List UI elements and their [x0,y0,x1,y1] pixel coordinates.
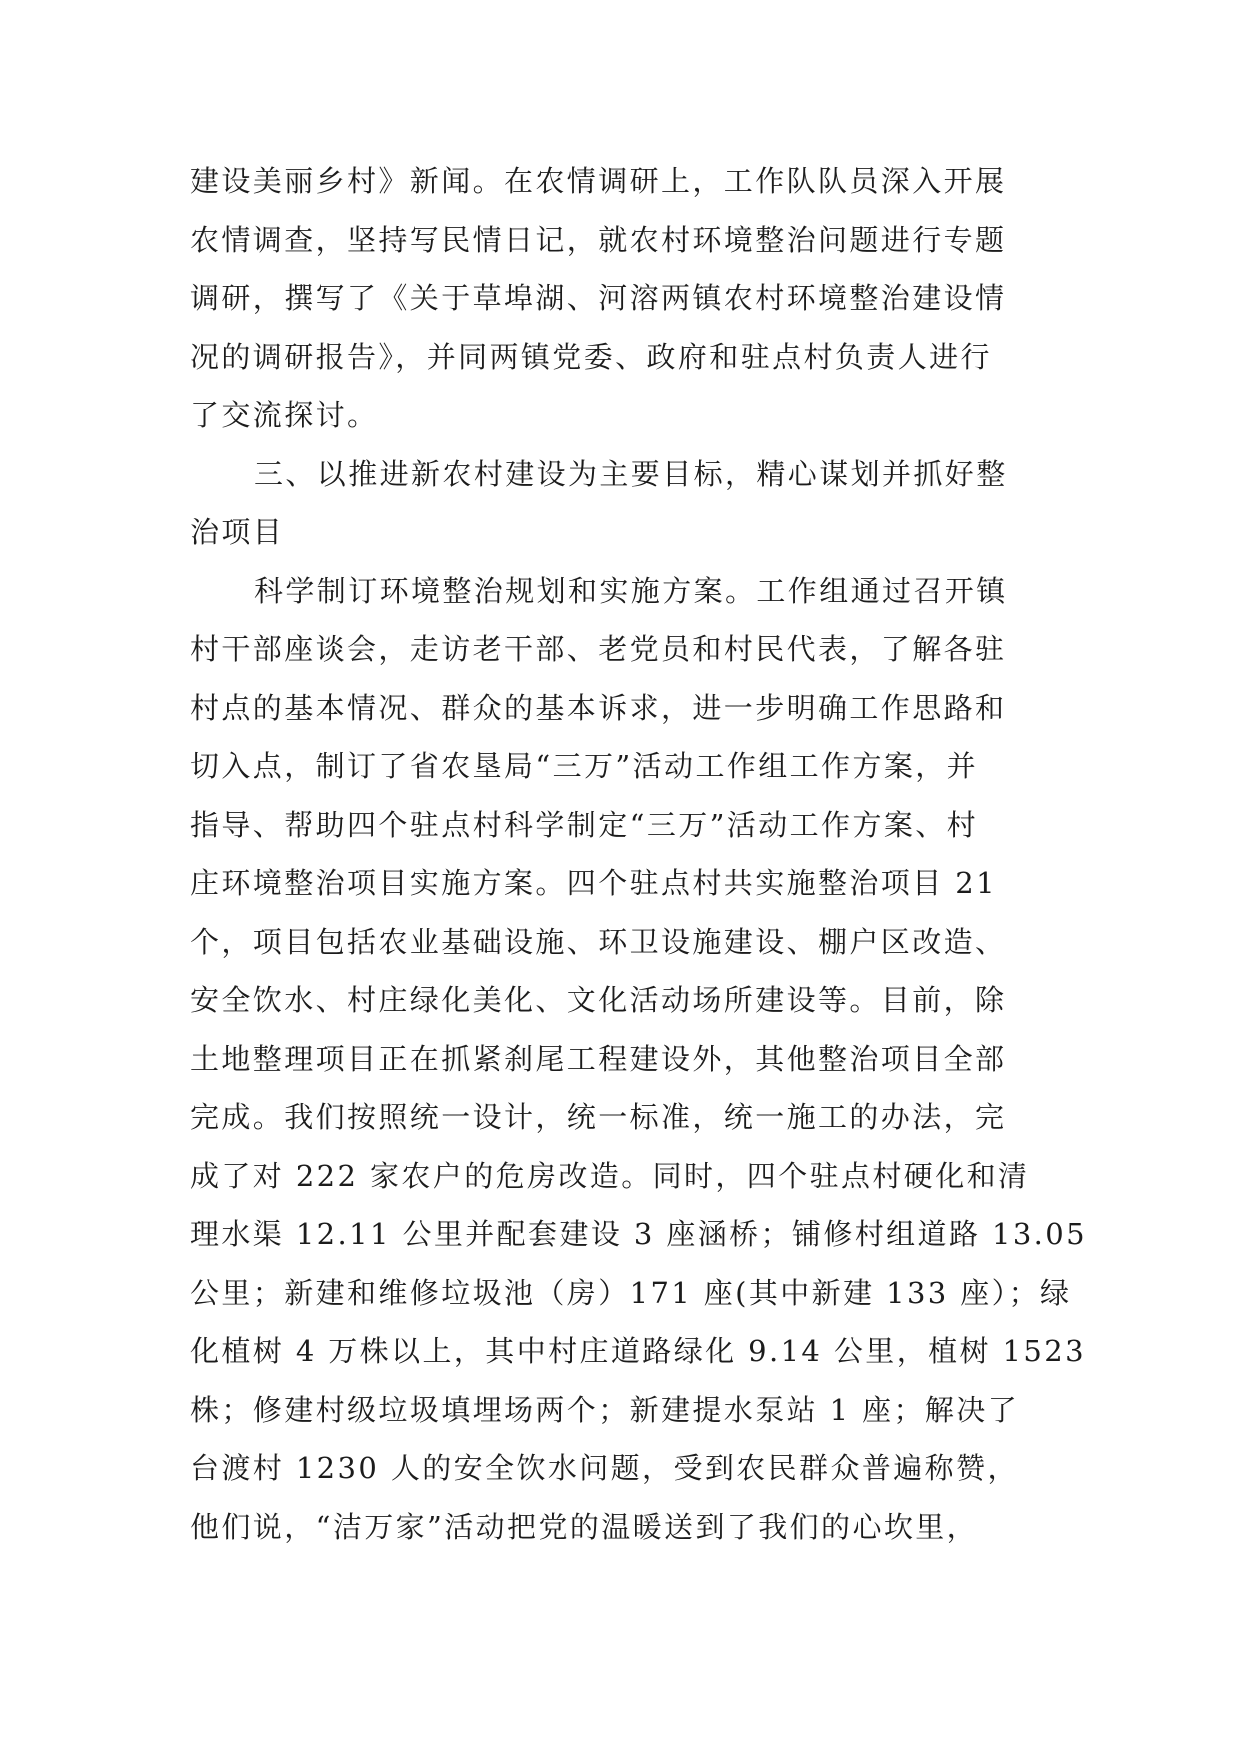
text-line: 台渡村 1230 人的安全饮水问题，受到农民群众普遍称赞， [190,1451,1019,1485]
text-line: 农情调查，坚持写民情日记，就农村环境整治问题进行专题 [190,222,1007,257]
section-heading-line: 治项目 [190,515,285,549]
text-line: 建设美丽乡村》新闻。在农情调研上，工作队队员深入开展 [190,164,1007,198]
text-line: 公里；新建和维修垃圾池（房）171 座(其中新建 133 座）；绿 [190,1275,1072,1310]
text-line: 化植树 4 万株以上，其中村庄道路绿化 9.14 公里，植树 1523 [190,1334,1086,1368]
text-line: 调研，撰写了《关于草埠湖、河溶两镇农村环境整治建设情 [190,281,1007,315]
text-line: 指导、帮助四个驻点村科学制定“三万”活动工作方案、村 [190,807,979,842]
text-line: 成了对 222 家农户的危房改造。同时，四个驻点村硬化和清 [190,1158,1030,1193]
text-line: 了交流探讨。 [190,398,379,432]
text-line: 村点的基本情况、群众的基本诉求，进一步明确工作思路和 [190,690,1007,725]
text-line: 土地整理项目正在抓紧刹尾工程建设外，其他整治项目全部 [190,1041,1007,1076]
text-line: 村干部座谈会，走访老干部、老党员和村民代表，了解各驻 [190,632,1007,666]
text-line: 理水渠 12.11 公里并配套建设 3 座涵桥；铺修村组道路 13.05 [190,1217,1087,1251]
text-line: 完成。我们按照统一设计，统一标准，统一施工的办法，完 [190,1100,1007,1134]
text-line: 株；修建村级垃圾填埋场两个；新建提水泵站 1 座；解决了 [190,1392,1020,1427]
text-line: 切入点，制订了省农垦局“三万”活动工作组工作方案，并 [190,749,979,783]
text-line: 他们说，“洁万家”活动把党的温暖送到了我们的心坎里， [190,1509,979,1544]
text-line: 安全饮水、村庄绿化美化、文化活动场所建设等。目前，除 [190,983,1007,1017]
text-line: 个，项目包括农业基础设施、环卫设施建设、棚户区改造、 [190,924,1007,959]
text-line: 况的调研报告》，并同两镇党委、政府和驻点村负责人进行 [190,339,992,374]
text-line: 科学制订环境整治规划和实施方案。工作组通过召开镇 [254,573,1008,608]
section-heading-line: 三、以推进新农村建设为主要目标，精心谋划并抓好整 [254,456,1008,491]
text-line: 庄环境整治项目实施方案。四个驻点村共实施整治项目 21 [190,866,997,900]
document-body [190,152,1090,1556]
